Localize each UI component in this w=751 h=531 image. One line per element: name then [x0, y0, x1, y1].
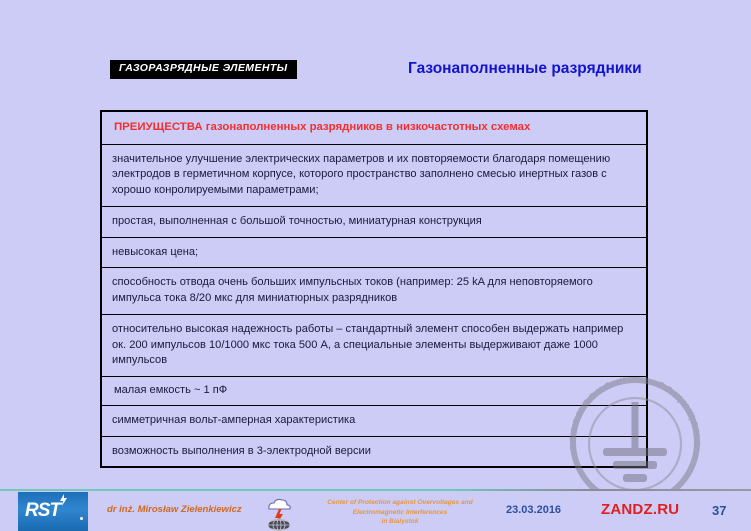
table-cell	[101, 436, 647, 467]
table-header-row	[101, 111, 647, 144]
svg-text:защищено	[656, 379, 703, 450]
table-row	[101, 436, 647, 467]
advantage-text: значительное улучшение электрических параметров и их повторяемости благодаря помещению электродов в герметичном корпусе, которого пространство заполнено смесью инертных газов с хорошо конролируемыми параметрами;	[112, 152, 611, 197]
watermark-arc-left: заземлено и	[566, 373, 630, 451]
advantage-text: простая, выполненная с большой точностью, миниатурная конструкция	[112, 214, 482, 227]
rst-logo-dot	[80, 517, 83, 520]
table-cell	[101, 144, 647, 206]
footer-band	[0, 491, 751, 531]
cloud-lightning-globe-icon	[259, 496, 299, 531]
table-row	[101, 405, 647, 436]
table-cell	[101, 314, 647, 376]
section-badge: ГАЗОРАЗРЯДНЫЕ ЭЛЕМЕНТЫ	[110, 60, 297, 79]
table-row	[101, 144, 647, 206]
table-row	[101, 314, 647, 376]
table-cell	[101, 268, 647, 315]
center-name-line-1: Center of Protection against Overvoltages and	[327, 499, 473, 506]
table-header-text: ПРЕИУЩЕСТВА газонаполненных разрядников в низкочастотных схемах	[114, 121, 531, 133]
slide-header	[0, 0, 751, 100]
table-header-cell	[101, 111, 647, 144]
footer-brand: ZANDZ.RU	[601, 501, 680, 518]
rst-logo	[18, 492, 88, 531]
center-name-line-2: Electromagnetic Interferences	[352, 508, 448, 516]
advantage-text: возможность выполнения в 3-электродной версии	[112, 444, 371, 457]
table-cell	[101, 405, 647, 436]
presentation-date: 23.03.2016	[506, 504, 562, 516]
advantage-text: симметричная вольт-амперная характеристика	[112, 413, 356, 426]
table-cell	[101, 377, 647, 406]
rst-logo-text: RST	[25, 500, 60, 521]
table-cell	[101, 206, 647, 237]
page-number: 37	[712, 503, 727, 518]
lightning-bolt-icon	[59, 494, 68, 506]
page-title: Газонаполненные разрядники	[408, 60, 642, 77]
advantage-text: способность отвода очень больших импульсных токов (например: 25 kA для неповторяемого импульса тока 8/20 мкс для миниатюрных разрядников	[112, 276, 593, 305]
table-cell	[101, 237, 647, 268]
table-row	[101, 206, 647, 237]
table-row	[101, 237, 647, 268]
table-row	[101, 268, 647, 315]
watermark-arc-right: защищено	[656, 378, 704, 450]
advantage-text: относительно высокая надежность работы – стандартный элемент способен выдержать например ок. 200 импульсов 10/1000 мкс тока 500 А, а специальные элементы выдерживают даже 1000 импульсов	[112, 322, 624, 367]
author-name: dr inż. Mirosław Zielenkiewicz	[107, 504, 242, 515]
slide-footer	[0, 486, 751, 531]
center-name	[300, 498, 500, 527]
center-name-line-3: in Bialystok	[381, 518, 419, 526]
advantage-text: невысокая цена;	[112, 245, 199, 258]
advantages-table	[100, 110, 648, 468]
table-row	[101, 377, 647, 406]
advantage-text: малая емкость ~ 1 пФ	[114, 384, 228, 397]
